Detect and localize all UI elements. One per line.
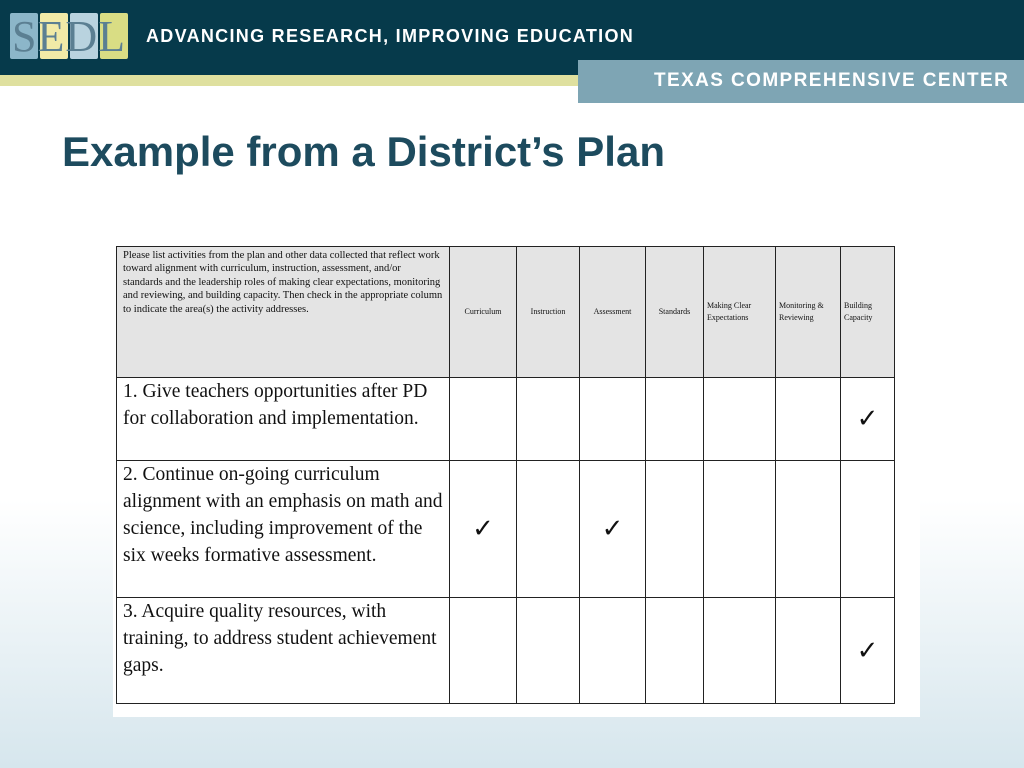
checkmark-icon: ✓ <box>601 514 624 544</box>
check-cell <box>517 461 580 598</box>
check-cell <box>450 598 517 704</box>
check-cell <box>776 378 841 461</box>
activity-cell: 2. Continue on-going curriculum alignment with an emphasis on math and science, including improvement of the six weeks formative assessment. <box>117 461 450 598</box>
slide-title: Example from a District’s Plan <box>62 128 665 175</box>
column-header-assessment: Assessment <box>580 247 646 378</box>
check-cell <box>776 461 841 598</box>
check-cell <box>517 598 580 704</box>
center-banner <box>578 60 1024 103</box>
column-header-monitoring-reviewing: Monitoring & Reviewing <box>776 247 841 378</box>
check-cell <box>704 378 776 461</box>
activity-cell: 1. Give teachers opportunities after PD for collaboration and implementation. <box>117 378 450 461</box>
logo-text: SEDL <box>12 12 126 61</box>
column-header-making-clear-expectations: Making Clear Expectations <box>704 247 776 378</box>
column-header-building-capacity: Building Capacity <box>841 247 895 378</box>
check-cell <box>776 598 841 704</box>
check-cell <box>646 461 704 598</box>
checkmark-icon: ✓ <box>472 514 494 544</box>
check-cell <box>580 378 646 461</box>
table-header-row <box>117 247 895 378</box>
plan-table <box>116 246 895 704</box>
activity-cell: 3. Acquire quality resources, with training, to address student achievement gaps. <box>117 598 450 704</box>
check-cell <box>580 598 646 704</box>
column-header-standards: Standards <box>646 247 704 378</box>
check-cell <box>841 378 895 461</box>
center-name: TEXAS COMPREHENSIVE CENTER <box>654 70 1010 91</box>
check-cell <box>580 461 646 598</box>
checkmark-icon: ✓ <box>856 635 879 666</box>
check-cell <box>704 461 776 598</box>
district-plan-document <box>113 241 920 717</box>
table-row <box>117 598 895 704</box>
sedl-logo <box>10 13 130 59</box>
check-cell <box>450 378 517 461</box>
check-cell <box>646 598 704 704</box>
table-row <box>117 461 895 598</box>
check-cell <box>517 378 580 461</box>
column-header-curriculum: Curriculum <box>450 247 517 378</box>
checkmark-icon: ✓ <box>856 404 879 434</box>
check-cell <box>646 378 704 461</box>
instructions-cell: Please list activities from the plan and other data collected that reflect work toward alignment with curriculum, instruction, assessment, and/or standards and the leadership roles of making clear expectations, monitoring and reviewing, and building capacity. Then check in the appropriate column to indicate the area(s) the activity addresses. <box>117 247 450 378</box>
check-cell <box>841 461 895 598</box>
table-row <box>117 378 895 461</box>
check-cell <box>450 461 517 598</box>
check-cell <box>841 598 895 704</box>
check-cell <box>704 598 776 704</box>
tagline: ADVANCING RESEARCH, IMPROVING EDUCATION <box>146 26 635 46</box>
column-header-instruction: Instruction <box>517 247 580 378</box>
accent-strip <box>0 75 600 86</box>
